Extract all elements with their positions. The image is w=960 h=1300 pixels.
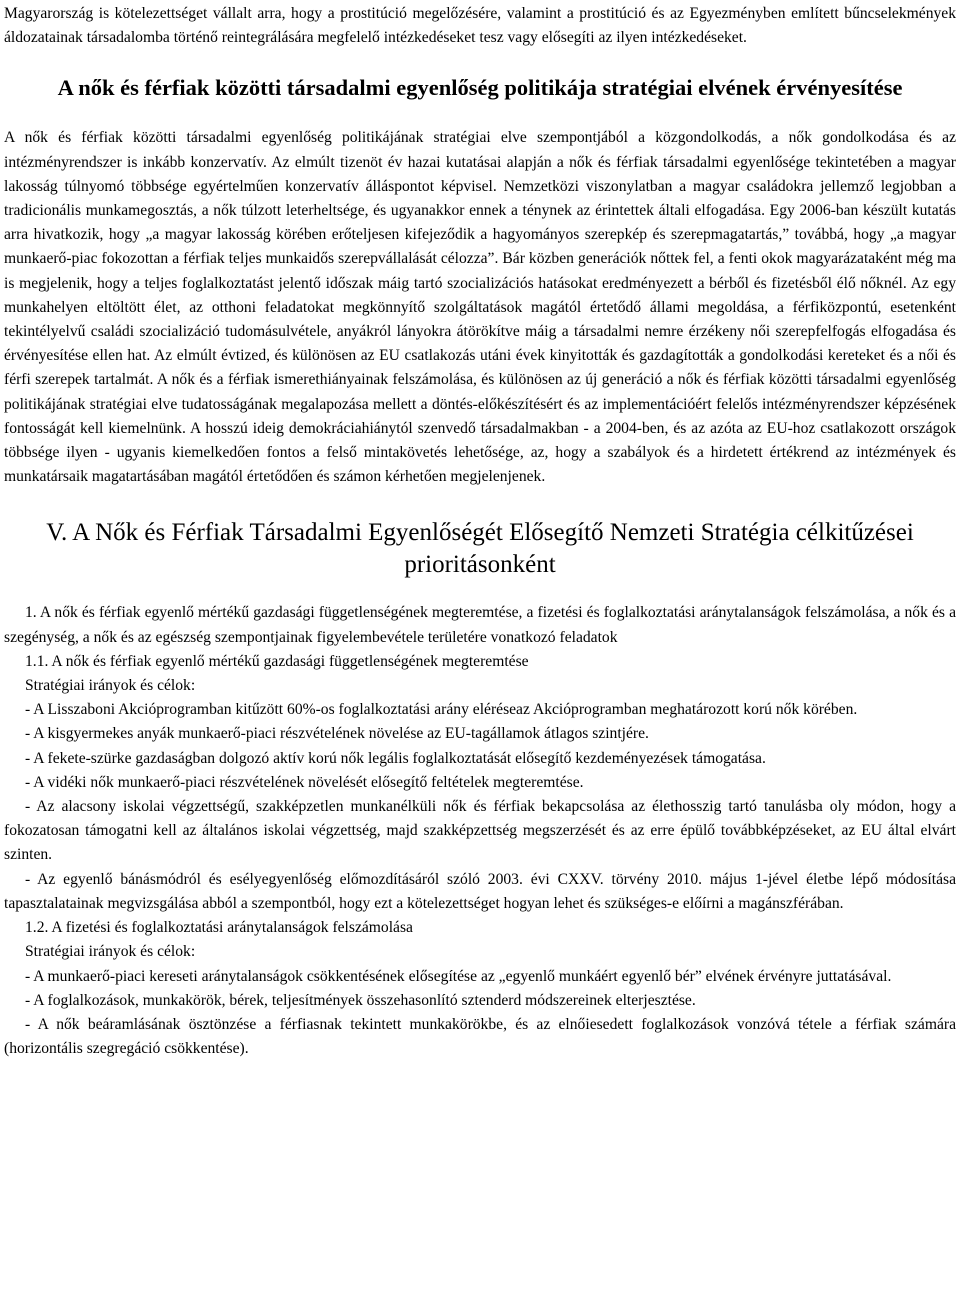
priority-1-1-label: Stratégiai irányok és célok: [25,677,196,695]
priority-1-2-label: Stratégiai irányok és célok: [25,943,196,961]
section-heading: A nők és férfiak közötti társadalmi egyenlőség politikája stratégiai elvének érvényesítése [57,75,903,101]
body-paragraph: A nők és férfiak közötti társadalmi egyenlőség politikájának stratégiai elve szempontjából a közgondolkodás, a nők gondolkodása és az intézményrendszer is inkább konzervatív. Az elmúlt tizenöt év hazai kutatásai alapján a nők és férfiak társadalmi egyenlősége tekintetében a magyar lakosság túlnyomó többsége egyértelműen konzervatív álláspontot képvisel. Nemzetközi viszonylatban a magyar családokra jellemző legjobban a tradicionális munkamegosztás, a nők túlzott leterheltsége, és ugyanakkor ennek a ténynek az érintettek általi elfogadása. Egy 2006-ban készült kutatás arra hivatkozik, hogy „a magyar lakosság körében erőteljesen kifejeződik a hagyományos szerepkép és szerepmagatartás,” továbbá, hogy „a magyar munkaerő-piac fokozottan a férfiak teljes munkaidős szerepvállalását célozza”. Bár közben generációk nőttek fel, a fenti okok magyarázataként még ma is megjelenik, hogy a teljes foglalkoztatást jelentő időszak máig tartó szocializációs hatásokat eredményezett a bérből és fizetésből élő nőknél. Az egy munkahelyen eltöltött élet, az otthoni feladatokat megkönnyítő szolgáltatások magától értetődő állami megoldása, a férfiközpontú, esetenként tekintélyelvű családi szocializáció tudomásulvétele, anyákról lányokra átörökítve máig a társadalmi nemre érzékeny női szerepfelfogás elfogadása és érvényesítése ellen hat. Az elmúlt évtized, és különösen az EU csatlakozás utáni évek kinyitották és gazdagították a gondolkodási kereteket és a női és férfi szerepek tartalmát. A nők és a férfiak ismerethiányainak felszámolása, és különösen az új generáció a nők és férfiak közötti társadalmi egyenlőség politikájának stratégiai elve tudatosságának megalapozása mellett a döntés-előkészítésért és az implementációért felelős intézményrendszer képzésének fontosságát kell kiemelnünk. A hosszú ideig demokráciahiánytól szenvedő társadalmakban - a 2004-ben, és az azóta az EU-hoz csatlakozott országok többsége ilyen - ugyanis kiemelkedően fontos a felső mintakövetés lehetősége, az, hogy a szabályok és a hirdetett értékrend az intézmények és munkatársaik magatartásában magától értetődően és számon kérhetően megjelenjenek. [4,129,956,486]
goal-3: - A fekete-szürke gazdaságban dolgozó aktív korú nők legális foglalkoztatását elősegítő kezdeményezések támogatása. [25,749,766,767]
goal-6: - Az egyenlő bánásmódról és esélyegyenlőség előmozdításáról szóló 2003. évi CXXV. törvény 2010. május 1-jével életbe lépő módosítása tapasztalatainak megvizsgálása abból a szempontból, hogy ezt a kötelezettséget hogyan lehet és szükséges-e előírni a magánszférában. [4,870,956,912]
goal-5: - Az alacsony iskolai végzettségű, szakképzetlen munkanélküli nők és férfiak bekapcsolása az élethosszig tartó tanulásba oly módon, hogy a fokozatosan támogatni kell az általános iskolai végzettség, majd szakképzettség megszerzését és az erre épülő továbbképzéseket, az EU által elvárt szinten. [4,798,956,864]
priority-1: 1. A nők és férfiak egyenlő mértékű gazdasági függetlenségének megteremtése, a fizetési és foglalkoztatási aránytalanságok felszámolása, a nők és a szegénység, a nők és az egészség szempontjainak figyelembevétele területére vonatkozó feladatok [4,604,956,646]
goal-1: - A Lisszaboni Akcióprogramban kitűzött 60%-os foglalkoztatási arány eléréseaz Akcióprogramban meghatározott korú nők körében. [25,701,858,719]
chapter-heading: V. A Nők és Férfiak Társadalmi Egyenlőségét Elősegítő Nemzeti Stratégia célkitűzései prioritásonként [46,519,914,579]
goal-8: - A foglalkozások, munkakörök, bérek, teljesítmények összehasonlító sztenderd módszereinek elterjesztése. [25,991,696,1009]
document-page [4,0,956,1061]
goal-9: - A nők beáramlásának ösztönzése a férfiasnak tekintett munkakörökbe, és az elnőiesedett foglalkozások vonzóvá tétele a férfiak számára (horizontális szegregáció csökkentése). [4,1015,956,1058]
goal-4: - A vidéki nők munkaerő-piaci részvételének növelését elősegítő feltételek megteremtése. [25,773,584,791]
priority-1-1: 1.1. A nők és férfiak egyenlő mértékű gazdasági függetlenségének megteremtése [25,652,529,670]
goal-2: - A kisgyermekes anyák munkaerő-piaci részvételének növelése az EU-tagállamok átlagos szintjére. [25,725,649,743]
goal-7: - A munkaerő-piaci kereseti aránytalanságok csökkentésének elősegítése az „egyenlő munkáért egyenlő bér” elvének érvényre juttatásával. [25,967,892,985]
intro-paragraph: Magyarország is kötelezettséget vállalt arra, hogy a prostitúció megelőzésére, valamint a prostitúció és az Egyezményben említett bűncselekmények áldozatainak társadalomba történő reintegrálására megfelelő intézkedéseket tesz vagy elősegíti az ilyen intézkedéseket. [4,5,956,47]
priority-1-2: 1.2. A fizetési és foglalkoztatási aránytalanságok felszámolása [25,919,413,937]
